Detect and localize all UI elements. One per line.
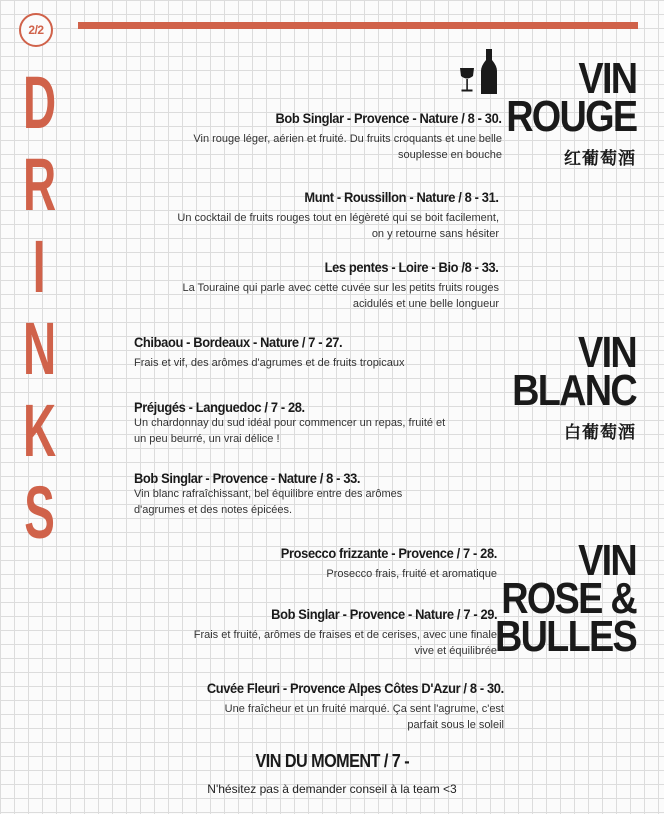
- wine-name: Cuvée Fleuri - Provence Alpes Côtes D'Azur / 8 - 30.: [207, 680, 504, 696]
- section-subtitle-cn: 红葡萄酒: [564, 149, 636, 168]
- section-title-line: ROSE &: [501, 574, 636, 623]
- wine-description: Une fraîcheur et un fruité marqué. Ça sent l'agrume, c'est parfait sous le soleil: [224, 703, 504, 731]
- side-title-letter: R: [22, 143, 56, 226]
- wine-description: Frais et vif, des arômes d'agrumes et de fruits tropicaux: [134, 357, 405, 369]
- section-heading-vin-blanc: [492, 328, 636, 443]
- wine-name: Munt - Roussillon - Nature / 8 - 31.: [304, 189, 499, 205]
- section-title-line: VIN: [578, 54, 636, 103]
- top-rule: [78, 22, 638, 29]
- wine-item: [193, 110, 502, 163]
- section-title-line: VIN: [578, 536, 636, 585]
- side-title-drinks: [14, 62, 64, 554]
- page-number-badge: 2/2: [19, 13, 53, 47]
- wine-name: Chibaou - Bordeaux - Nature / 7 - 27.: [134, 334, 343, 350]
- section-title-line: VIN: [578, 328, 636, 377]
- footer-note: N'hésitez pas à demander conseil à la team <3: [207, 782, 457, 796]
- section-title-line: BULLES: [494, 612, 636, 661]
- wine-name: Bob Singlar - Provence - Nature / 7 - 29.: [270, 606, 497, 622]
- wine-description: Frais et fruité, arômes de fraises et de cerises, avec une finale vive et équilibrée: [193, 629, 497, 657]
- section-heading-vin-rouge: [485, 54, 636, 169]
- wine-description: Vin blanc rafraîchissant, bel équilibre entre des arômes d'agrumes et des notes épicées.: [134, 488, 403, 516]
- wine-glass-icon: [460, 68, 474, 92]
- wine-item: [134, 334, 405, 371]
- wine-item: [134, 470, 402, 518]
- wine-item: [181, 680, 504, 733]
- wine-item: [262, 545, 497, 582]
- section-title-line: ROUGE: [505, 92, 636, 141]
- wine-name: Préjugés - Languedoc / 7 - 28.: [134, 399, 305, 415]
- vin-du-moment-title: VIN DU MOMENT / 7 -: [255, 751, 409, 771]
- wine-name: Les pentes - Loire - Bio /8 - 33.: [325, 259, 499, 275]
- side-title-letter: S: [24, 471, 54, 554]
- side-title-letter: N: [22, 307, 56, 390]
- wine-item: [134, 399, 445, 447]
- wine-name: Prosecco frizzante - Provence / 7 - 28.: [280, 545, 497, 561]
- wine-description: La Touraine qui parle avec cette cuvée sur les petits fruits rouges acidulés et une belle longueur: [182, 282, 499, 310]
- wine-name: Bob Singlar - Provence - Nature / 8 - 33.: [134, 470, 361, 486]
- wine-item: [194, 606, 497, 659]
- wine-item: [177, 189, 499, 242]
- side-title-letter: K: [22, 389, 56, 472]
- wine-description: Un cocktail de fruits rouges tout en légèreté qui se boit facilement, on y retourne sans hésiter: [177, 212, 499, 240]
- side-title-letter: I: [32, 225, 46, 308]
- wine-description: Vin rouge léger, aérien et fruité. Du fruits croquants et une belle souplesse en bouche: [193, 133, 502, 161]
- wine-description: Prosecco frais, fruité et aromatique: [326, 568, 497, 580]
- wine-name: Bob Singlar - Provence - Nature / 8 - 30.: [275, 110, 502, 126]
- side-title-letter: D: [22, 61, 56, 144]
- section-subtitle-cn: 白葡萄酒: [564, 423, 636, 442]
- wine-item: [182, 259, 499, 312]
- section-title-line: BLANC: [512, 366, 636, 415]
- wine-description: Un chardonnay du sud idéal pour commencer un repas, fruité et un peu beurré, un vrai délice !: [134, 417, 446, 445]
